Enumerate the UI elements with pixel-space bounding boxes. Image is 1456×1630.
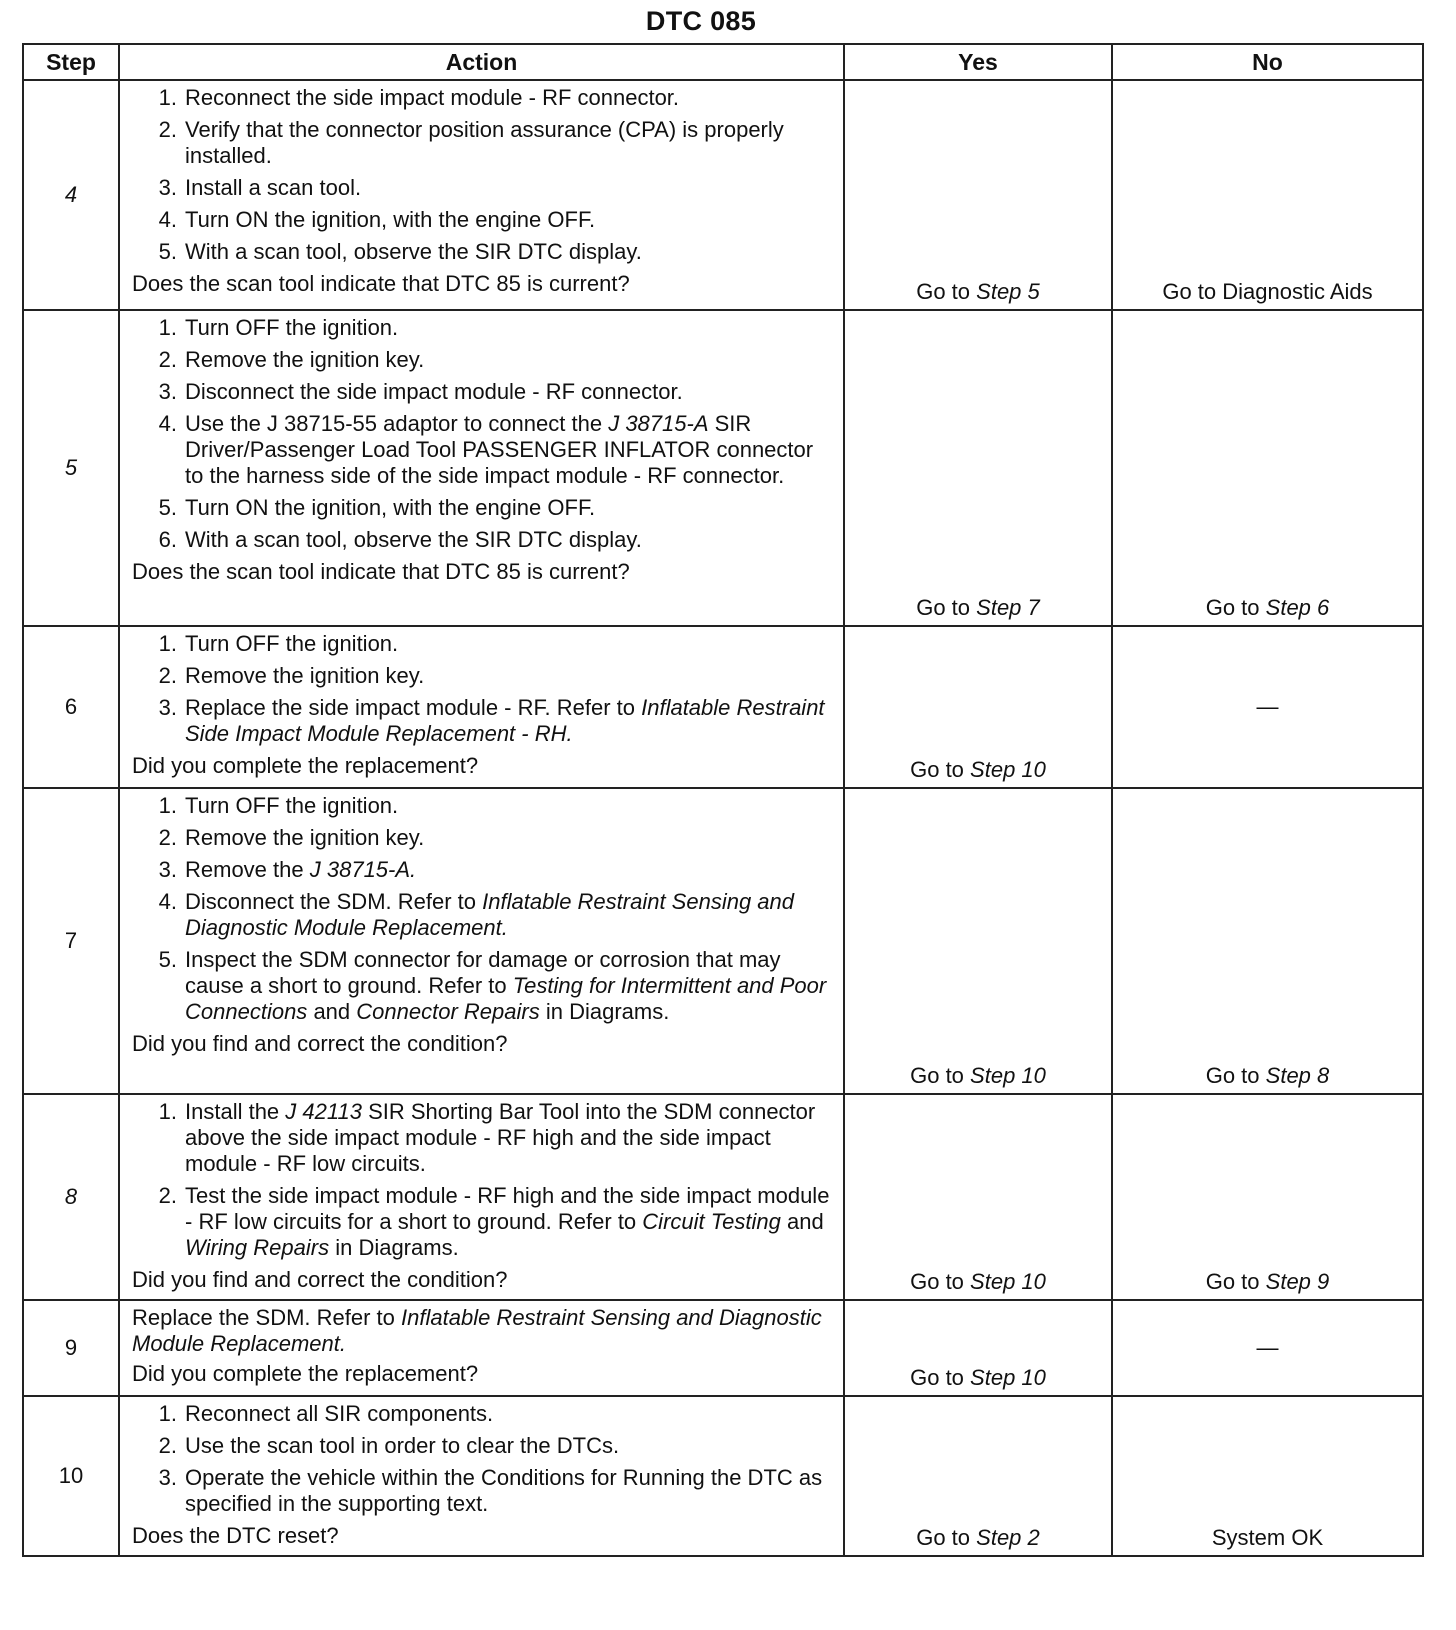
list-item: 1. Reconnect all SIR components. <box>158 1401 494 1426</box>
table-row <box>23 1300 1423 1396</box>
no-cell: System OK <box>1112 1396 1423 1556</box>
table-row <box>23 626 1423 788</box>
step-number: 9 <box>23 1300 119 1396</box>
yes-cell: Go to Step 10 <box>844 626 1112 788</box>
list-item: 5. Inspect the SDM connector for damage or corrosion that may cause a short to ground. Refer to Testing for Intermittent and Poor Connections and Connector Repairs in Diagrams. <box>158 947 827 1024</box>
question: Did you find and correct the condition? <box>132 1031 508 1056</box>
header-no: No <box>1112 44 1423 80</box>
diagnostic-table <box>22 43 1424 1557</box>
question: Did you complete the replacement? <box>132 753 479 778</box>
table-row <box>23 310 1423 626</box>
no-cell: Go to Step 9 <box>1112 1094 1423 1300</box>
table-title: DTC 085 <box>645 6 757 36</box>
list-item: 6. With a scan tool, observe the SIR DTC display. <box>158 527 642 552</box>
list-item: 3. Disconnect the side impact module - RF connector. <box>158 379 683 404</box>
step-number: 6 <box>23 626 119 788</box>
list-item: 3. Operate the vehicle within the Conditions for Running the DTC as specified in the supporting text. <box>158 1465 823 1516</box>
header-step: Step <box>23 44 119 80</box>
question: Did you find and correct the condition? <box>132 1267 508 1292</box>
list-item: 1. Turn OFF the ignition. <box>158 315 399 340</box>
list-item: 3. Remove the J 38715-A. <box>158 857 417 882</box>
action-cell <box>119 1300 844 1396</box>
action-cell <box>119 1396 844 1556</box>
action-cell <box>119 1094 844 1300</box>
action-cell <box>119 788 844 1094</box>
step-number: 10 <box>23 1396 119 1556</box>
yes-cell: Go to Step 10 <box>844 1300 1112 1396</box>
list-item: 4. Disconnect the SDM. Refer to Inflatable Restraint Sensing and Diagnostic Module Replacement. <box>158 889 795 940</box>
list-item: 2. Verify that the connector position assurance (CPA) is properly installed. <box>158 117 784 168</box>
list-item: 2. Remove the ignition key. <box>158 663 425 688</box>
table-row <box>23 80 1423 310</box>
yes-cell: Go to Step 5 <box>844 80 1112 310</box>
no-cell: Go to Step 8 <box>1112 788 1423 1094</box>
list-item: 5. With a scan tool, observe the SIR DTC display. <box>158 239 642 264</box>
yes-cell: Go to Step 7 <box>844 310 1112 626</box>
no-cell: Go to Step 6 <box>1112 310 1423 626</box>
step-number: 8 <box>23 1094 119 1300</box>
list-item: 4. Use the J 38715-55 adaptor to connect the J 38715-A SIR Driver/Passenger Load Tool PASSENGER INFLATOR connector to the harness side of the side impact module - RF connector. <box>158 411 814 488</box>
step-number: 7 <box>23 788 119 1094</box>
table-row <box>23 1094 1423 1300</box>
list-item: 3. Replace the side impact module - RF. Refer to Inflatable Restraint Side Impact Module Replacement - RH. <box>158 695 825 746</box>
list-item: 1. Turn OFF the ignition. <box>158 631 399 656</box>
header-yes: Yes <box>844 44 1112 80</box>
list-item: 4. Turn ON the ignition, with the engine OFF. <box>158 207 596 232</box>
question: Does the scan tool indicate that DTC 85 is current? <box>132 271 630 296</box>
question: Does the scan tool indicate that DTC 85 is current? <box>132 559 630 584</box>
no-cell: Go to Diagnostic Aids <box>1112 80 1423 310</box>
question: Did you complete the replacement? <box>132 1361 479 1386</box>
header-action: Action <box>119 44 844 80</box>
list-item: 1. Reconnect the side impact module - RF connector. <box>158 85 680 110</box>
action-cell <box>119 310 844 626</box>
yes-cell: Go to Step 10 <box>844 1094 1112 1300</box>
action-cell <box>119 80 844 310</box>
list-item: 2. Remove the ignition key. <box>158 825 425 850</box>
no-cell: — <box>1112 626 1423 788</box>
table-row <box>23 788 1423 1094</box>
action-cell <box>119 626 844 788</box>
step-number: 5 <box>23 310 119 626</box>
action-text: Replace the SDM. Refer to Inflatable Restraint Sensing and Diagnostic Module Replacement. <box>132 1305 822 1356</box>
no-cell: — <box>1112 1300 1423 1396</box>
header-row <box>23 44 1423 80</box>
yes-cell: Go to Step 2 <box>844 1396 1112 1556</box>
yes-cell: Go to Step 10 <box>844 788 1112 1094</box>
list-item: 1. Install the J 42113 SIR Shorting Bar Tool into the SDM connector above the side impact module - RF high and the side impact module - RF low circuits. <box>158 1099 816 1176</box>
step-number: 4 <box>23 80 119 310</box>
list-item: 3. Install a scan tool. <box>158 175 362 200</box>
question: Does the DTC reset? <box>132 1523 339 1548</box>
list-item: 2. Remove the ignition key. <box>158 347 425 372</box>
list-item: 1. Turn OFF the ignition. <box>158 793 399 818</box>
list-item: 2. Use the scan tool in order to clear the DTCs. <box>158 1433 620 1458</box>
list-item: 2. Test the side impact module - RF high and the side impact module - RF low circuits for a short to ground. Refer to Circuit Testing and Wiring Repairs in Diagrams. <box>158 1183 830 1260</box>
table-row <box>23 1396 1423 1556</box>
list-item: 5. Turn ON the ignition, with the engine OFF. <box>158 495 596 520</box>
